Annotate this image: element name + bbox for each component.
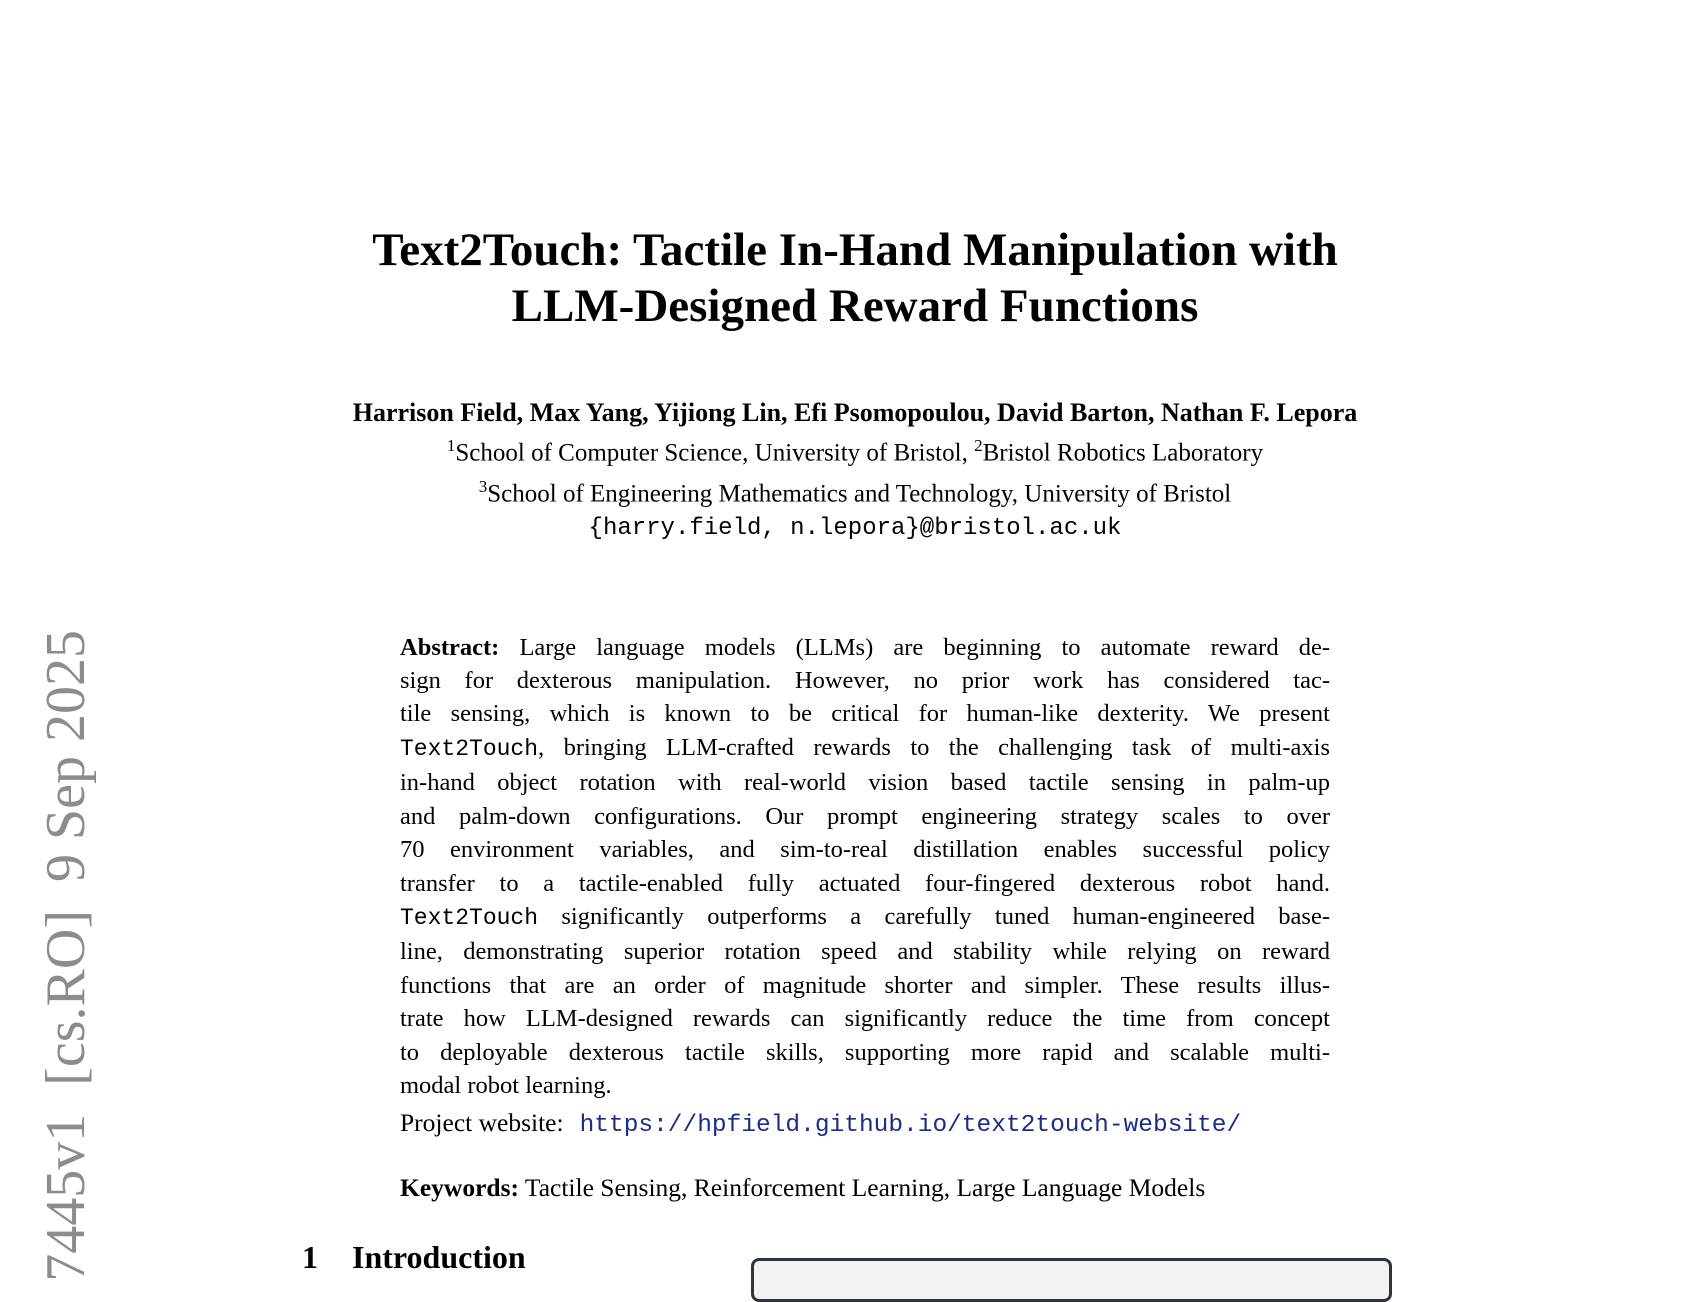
- abstract-label: Abstract:: [400, 633, 500, 661]
- abstract-line: 70 environment variables, and sim-to-real distillation enables successful policy: [400, 836, 1330, 864]
- section-title: Introduction: [352, 1239, 526, 1276]
- abstract-line: tile sensing, which is known to be critical for human-like dexterity. We present: [400, 700, 1330, 728]
- project-website-link[interactable]: https://hpfield.github.io/text2touch-website/: [579, 1112, 1242, 1140]
- affiliation-line-2: [280, 470, 1430, 511]
- code-term: Text2Touch: [400, 735, 539, 762]
- affiliation-superscript-2: 2: [974, 436, 983, 455]
- abstract-text: significantly outperforms a carefully tuned human-engineered base-: [538, 902, 1330, 930]
- project-website-label: Project website:: [400, 1108, 564, 1138]
- abstract-line: sign for dexterous manipulation. However, no prior work has considered tac-: [400, 667, 1330, 695]
- affiliation-text-1a: School of Computer Science, University of Bristol,: [455, 439, 975, 467]
- arxiv-stamp: 7445v1 [cs.RO] 9 Sep 2025: [35, 630, 97, 1282]
- abstract-line: [400, 631, 1330, 664]
- paper-title-line-2: LLM-Designed Reward Functions: [511, 280, 1199, 332]
- section-number: 1: [302, 1239, 318, 1276]
- figure-box-partial: [751, 1258, 1392, 1302]
- abstract-text: , bringing LLM-crafted rewards to the challenging task of multi-axis: [538, 733, 1330, 761]
- affiliation-line-1: [280, 429, 1430, 470]
- authors-line: Harrison Field, Max Yang, Yijiong Lin, Efi Psomopoulou, David Barton, Nathan F. Lepora: [352, 398, 1358, 427]
- affiliation-superscript-1: 1: [446, 436, 456, 455]
- abstract-line: to deployable dexterous tactile skills, supporting more rapid and scalable multi-: [400, 1038, 1330, 1066]
- keywords-text: Tactile Sensing, Reinforcement Learning, Large Language Models: [518, 1172, 1206, 1202]
- abstract-line: line, demonstrating superior rotation speed and stability while relying on reward: [400, 938, 1330, 966]
- abstract-line: in-hand object rotation with real-world vision based tactile sensing in palm-up: [400, 769, 1330, 797]
- affiliation-text-1b: Bristol Robotics Laboratory: [982, 439, 1264, 467]
- abstract-text: Large language models (LLMs) are beginning to automate reward de-: [499, 633, 1330, 661]
- abstract-line: modal robot learning.: [400, 1071, 612, 1099]
- code-term: Text2Touch: [400, 904, 539, 931]
- affiliation-text-2: School of Engineering Mathematics and Technology, University of Bristol: [487, 480, 1232, 508]
- keywords-label: Keywords:: [400, 1172, 519, 1202]
- abstract-line: transfer to a tactile-enabled fully actuated four-fingered dexterous robot hand.: [400, 869, 1330, 897]
- abstract-line: functions that are an order of magnitude shorter and simpler. These results illus-: [400, 971, 1330, 999]
- keywords-line: [400, 1171, 1330, 1204]
- abstract-line: and palm-down configurations. Our prompt engineering strategy scales to over: [400, 802, 1330, 830]
- affiliation-superscript-3: 3: [478, 477, 488, 497]
- abstract-line: trate how LLM-designed rewards can significantly reduce the time from concept: [400, 1005, 1330, 1033]
- contact-email: {harry.field, n.lepora}@bristol.ac.uk: [588, 514, 1122, 542]
- abstract-line: [400, 900, 1330, 935]
- paper-title: [280, 0, 1430, 334]
- paper-title-line-1: Text2Touch: Tactile In-Hand Manipulation with: [372, 224, 1338, 276]
- abstract-line: [400, 731, 1330, 766]
- abstract-block: [400, 631, 1330, 1103]
- paper-content: [280, 0, 1430, 1276]
- project-website-line: [400, 1106, 1330, 1142]
